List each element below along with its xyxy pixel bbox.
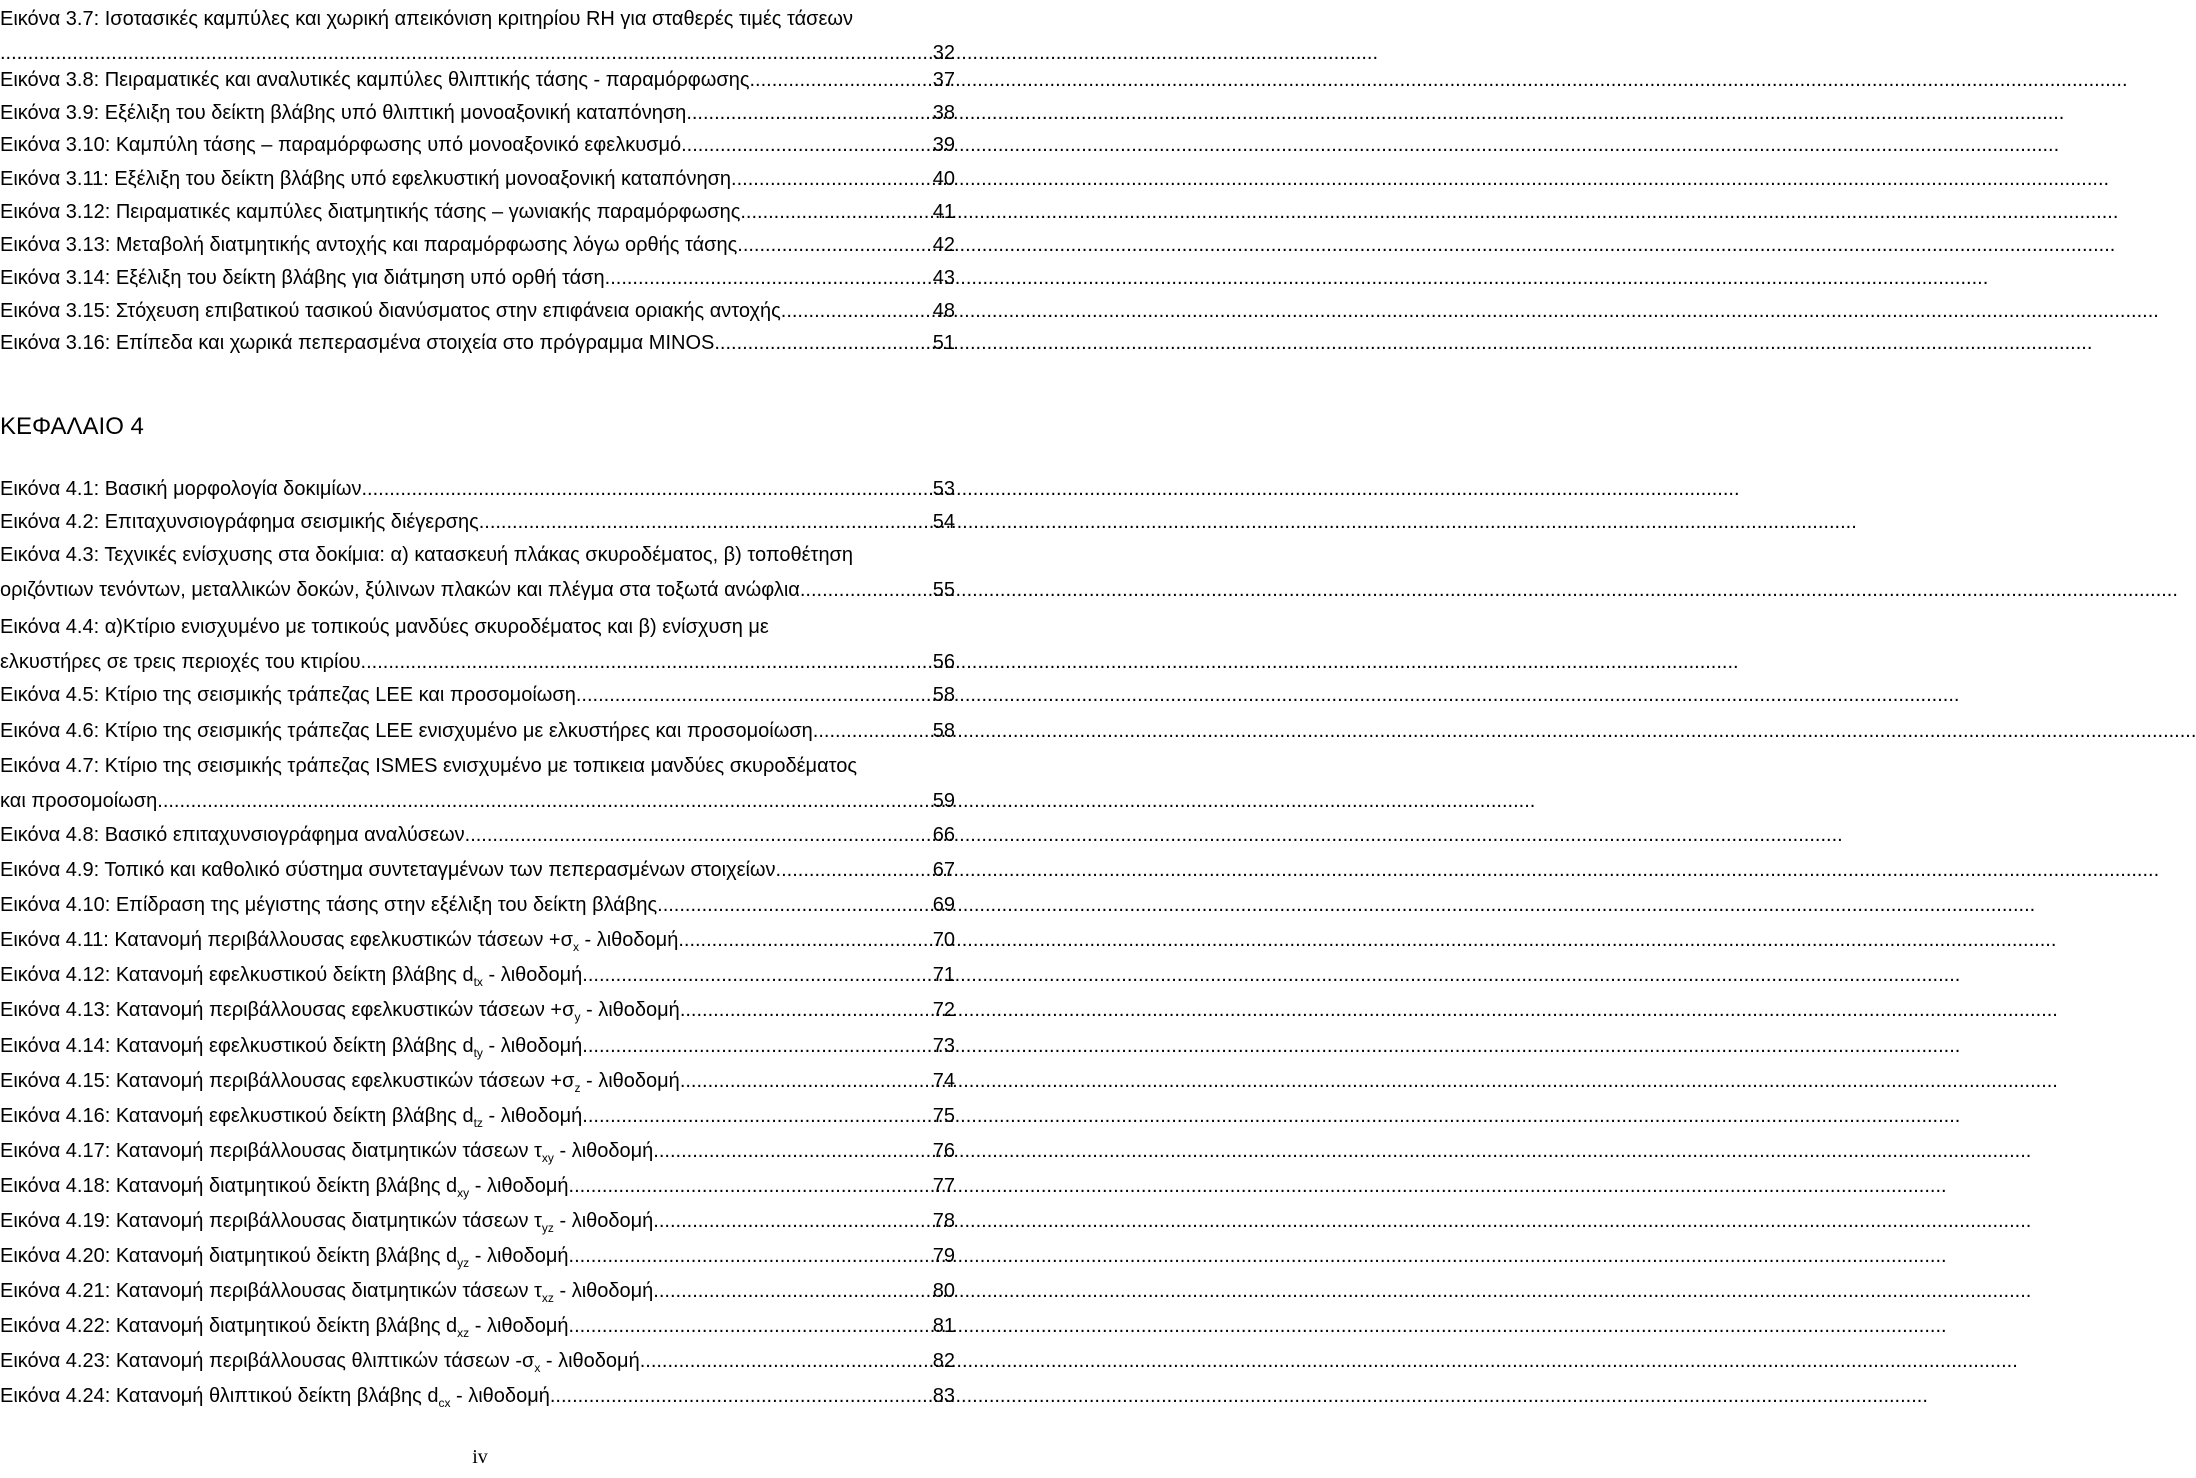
toc-entry-4-24[interactable]	[0, 1379, 955, 1413]
toc-entry-text: Εικόνα 3.14: Εξέλιξη του δείκτη βλάβης για διάτμηση υπό ορθή τάση.	[0, 267, 611, 289]
toc-page-number: 72	[932, 999, 955, 1021]
toc-entry-3-9[interactable]	[0, 96, 955, 130]
toc-entry-text: Εικόνα 4.3: Τεχνικές ενίσχυσης στα δοκίμια: α) κατασκευή πλάκας σκυροδέματος, β) τοποθέτηση	[0, 544, 854, 566]
toc-entry-text: Εικόνα 4.15: Κατανομή περιβάλλουσας εφελκυστικών $\tau ά\sigma\varepsilon\omega\nu +\sigma_z - \lambda\iota\theta o\delta o\mu ή$	[0, 1070, 680, 1095]
toc-page-number: 83	[932, 1385, 955, 1407]
chapter-heading: ΚΕΦΑΛΑΙΟ 4	[0, 413, 144, 440]
toc-entry-4-20[interactable]	[0, 1239, 955, 1273]
toc-page-number: 43	[932, 267, 955, 289]
dot-leader	[678, 923, 931, 957]
toc-entry-text: Εικόνα 3.11: Εξέλιξη του δείκτη βλάβης υπό εφελκυστική μονοαξονική καταπόνηση	[0, 168, 732, 190]
dot-leader	[681, 128, 932, 162]
toc-entry-3-11[interactable]	[0, 162, 955, 196]
toc-entry-4-7-line2[interactable]	[0, 784, 955, 818]
toc-entry-text: Εικόνα 4.24: Κατανομή θλιπτικού δείκτη βλάβης $d_{cx}$ - λιθοδομή	[0, 1385, 550, 1410]
toc-entry-4-9[interactable]	[0, 853, 955, 887]
dot-leader	[465, 818, 932, 852]
toc-entry-text: οριζόντιων τενόντων, μεταλλικών δοκών, ξύλινων πλακών και πλέγμα στα τοξωτά ανώφλια	[0, 579, 800, 601]
toc-entry-4-8[interactable]	[0, 818, 955, 852]
toc-entry-text: Εικόνα 4.14: Κατανομή εφελκυστικού δείκτη βλάβης $d_{ty}$ - λιθοδομή	[0, 1035, 583, 1060]
toc-entry-4-3-line2[interactable]	[0, 573, 955, 607]
toc-entry-text: Εικόνα 3.12: Πειραματικές καμπύλες διατμητικής τάσης – γωνιακής παραμόρφωσης	[0, 201, 741, 223]
toc-entry-text: Εικόνα 4.12: Κατανομή εφελκυστικού δείκτη βλάβης $d_{tx}$ - λιθοδομή	[0, 964, 583, 989]
dot-leader	[731, 162, 932, 196]
toc-entry-text: Εικόνα 3.13: Μεταβολή διατμητικής αντοχής και παραμόρφωσης λόγω ορθής τάσης	[0, 234, 738, 256]
dot-leader	[686, 96, 931, 130]
toc-page-number: 75	[932, 1105, 955, 1127]
toc-entry-3-7-text[interactable]	[0, 2, 955, 36]
toc-page-number: 58	[932, 684, 955, 706]
toc-entry-text: Εικόνα 4.18: Κατανομή διατμητικού δείκτη βλάβης $d_{xy}$ - λιθοδομή	[0, 1175, 569, 1200]
dot-leader	[582, 1099, 931, 1133]
toc-entry-text: Εικόνα 4.1: Βασική μορφολογία δοκιμίων	[0, 478, 362, 500]
toc-entry-text: Εικόνα 3.15: Στόχευση επιβατικού τασικού διανύσματος στην επιφάνεια οριακής αντοχής	[0, 300, 781, 322]
toc-page-number: 73	[932, 1035, 955, 1057]
dot-leader	[361, 472, 931, 506]
toc-page-number: 71	[932, 964, 955, 986]
toc-page-number: 81	[932, 1315, 955, 1337]
toc-entry-4-4-line1[interactable]	[0, 610, 955, 644]
toc-entry-text: Εικόνα 4.17: Κατανομή περιβάλλουσας διατμητικών τάσεων $\tau_{xy}$ - λιθοδομή	[0, 1140, 654, 1165]
dot-leader	[680, 1064, 932, 1098]
toc-page-number: 54	[932, 511, 955, 533]
toc-entry-text: Εικόνα 4.19: Κατανομή περιβάλλουσας διατμητικών τάσεων $\tau_{yz}$ - λιθοδομή	[0, 1210, 654, 1235]
toc-page-number: 38	[932, 102, 955, 124]
dot-leader	[569, 1239, 932, 1273]
toc-page-number: 56	[932, 651, 955, 673]
dot-leader	[582, 1029, 931, 1063]
dot-leader	[800, 573, 932, 607]
toc-page-number: 70	[932, 929, 955, 951]
toc-page-number: 78	[932, 1210, 955, 1232]
toc-entry-text: Εικόνα 4.6: Κτίριο της σεισμικής τράπεζας LEE ενισχυμένο με ελκυστήρες και προσομοίωση.	[0, 720, 819, 742]
toc-entry-4-11[interactable]	[0, 923, 955, 957]
toc-entry-3-8[interactable]	[0, 63, 955, 97]
toc-entry-3-12[interactable]	[0, 195, 955, 229]
toc-entry-text: Εικόνα 4.23: Κατανομή περιβάλλουσας θλιπτικών τάσεων $-\sigma_x$ - λιθοδομή	[0, 1350, 640, 1375]
toc-entry-text: Εικόνα 3.7: Ισοτασικές καμπύλες και χωρική απεικόνιση κριτηρίου RH για σταθερές τιμές τάσεων	[0, 8, 854, 30]
toc-entry-text: Εικόνα 4.16: Κατανομή εφελκυστικού δείκτη βλάβης $d_{tz}$ - λιθοδομή	[0, 1105, 583, 1130]
toc-page-number: 41	[932, 201, 955, 223]
toc-page-number: 32	[932, 42, 955, 64]
toc-entry-text: Εικόνα 4.13: Κατανομή περιβάλλουσας εφελκυστικών $\tau ά\sigma\varepsilon\omega\nu +\sigma_y - \lambda\iota\theta o\delta o\mu ή$	[0, 999, 680, 1024]
dot-leader	[740, 195, 931, 229]
toc-page-number: 51	[932, 332, 955, 354]
dot-leader	[157, 784, 931, 818]
toc-entry-text: Εικόνα 4.5: Κτίριο της σεισμικής τράπεζας LEE και προσομοίωση.	[0, 684, 582, 706]
toc-entry-4-19[interactable]	[0, 1204, 955, 1238]
toc-entry-3-13[interactable]	[0, 228, 955, 262]
toc-page-number: 59	[932, 790, 955, 812]
toc-page-number: 48	[932, 300, 955, 322]
toc-entry-text: Εικόνα 3.9: Εξέλιξη του δείκτη βλάβης υπό θλιπτική μονοαξονική καταπόνηση	[0, 102, 687, 124]
toc-page-number: 79	[932, 1245, 955, 1267]
toc-entry-text: Εικόνα 4.10: Επίδραση της μέγιστης τάσης στην εξέλιξη του δείκτη βλάβης	[0, 894, 658, 916]
toc-entry-3-16[interactable]	[0, 326, 955, 360]
toc-entry-3-10[interactable]	[0, 128, 955, 162]
toc-entry-4-10[interactable]	[0, 888, 955, 922]
toc-page-number: 77	[932, 1175, 955, 1197]
toc-entry-4-13[interactable]	[0, 993, 955, 1027]
dot-leader	[781, 294, 932, 328]
toc-entry-text: Εικόνα 4.20: Κατανομή διατμητικού δείκτη βλάβης $d_{yz}$ - λιθοδομή	[0, 1245, 569, 1270]
toc-entry-text: Εικόνα 3.8: Πειραματικές και αναλυτικές καμπύλες θλιπτικής τάσης - παραμόρφωσης	[0, 69, 750, 91]
toc-page-number: 80	[932, 1280, 955, 1302]
toc-entry-4-16[interactable]	[0, 1099, 955, 1133]
dot-leader	[653, 1274, 931, 1308]
toc-page-number: 58	[932, 720, 955, 742]
dot-leader	[657, 888, 932, 922]
dot-leader	[680, 993, 932, 1027]
dot-leader	[653, 1134, 931, 1168]
toc-entry-4-23[interactable]	[0, 1344, 955, 1378]
toc-entry-text: Εικόνα 4.4: α)Κτίριο ενισχυμένο με τοπικούς μανδύες σκυροδέματος και β) ενίσχυση με	[0, 616, 769, 638]
toc-entry-4-22[interactable]	[0, 1309, 955, 1343]
toc-entry-3-14[interactable]	[0, 261, 955, 295]
dot-leader	[653, 1204, 931, 1238]
dot-leader	[818, 714, 931, 748]
toc-page-number: 53	[932, 478, 955, 500]
toc-page-number: 74	[932, 1070, 955, 1092]
dot-leader	[781, 853, 932, 887]
dot-leader	[640, 1344, 932, 1378]
toc-entry-text: Εικόνα 3.16: Επίπεδα και χωρικά πεπερασμένα στοιχεία στο πρόγραμμα MINOS	[0, 332, 715, 354]
toc-page-number: 40	[932, 168, 955, 190]
toc-entry-4-7-line1[interactable]	[0, 749, 955, 783]
toc-entry-text: Εικόνα 4.22: Κατανομή διατμητικού δείκτη βλάβης $d_{xz}$ - λιθοδομή	[0, 1315, 569, 1340]
toc-page-number: 76	[932, 1140, 955, 1162]
toc-entry-4-21[interactable]	[0, 1274, 955, 1308]
dot-leader	[569, 1169, 932, 1203]
dot-leader	[582, 958, 931, 992]
dot-leader	[479, 505, 932, 539]
toc-entry-text: Εικόνα 4.11: Κατανομή περιβάλλουσας εφελκυστικών $\tau ά\sigma\varepsilon\omega\nu +\sigma_x - \lambda\iota\theta o\delta o\mu ή$	[0, 929, 679, 954]
toc-entry-4-18[interactable]	[0, 1169, 955, 1203]
toc-page-number: 66	[932, 824, 955, 846]
toc-entry-4-4-line2[interactable]	[0, 645, 955, 679]
toc-entry-text: ελκυστήρες σε τρεις περιοχές του κτιρίου	[0, 651, 361, 673]
toc-page-number: 55	[932, 579, 955, 601]
toc-entry-text: και προσομοίωση	[0, 790, 158, 812]
toc-page-number: 82	[932, 1350, 955, 1372]
toc-entry-4-17[interactable]	[0, 1134, 955, 1168]
dot-leader	[714, 326, 931, 360]
toc-entry-4-5[interactable]	[0, 678, 955, 712]
dot-leader	[749, 63, 931, 97]
toc-entry-4-1[interactable]	[0, 472, 955, 506]
toc-entry-text: Εικόνα 4.8: Βασικό επιταχυνσιογράφημα αναλύσεων	[0, 824, 465, 846]
toc-entry-text: Εικόνα 3.10: Καμπύλη τάσης – παραμόρφωσης υπό μονοαξονικό εφελκυσμό	[0, 134, 682, 156]
toc-entry-4-12[interactable]	[0, 958, 955, 992]
toc-entry-3-15[interactable]	[0, 294, 955, 328]
toc-entry-text: Εικόνα 4.21: Κατανομή περιβάλλουσας διατμητικών τάσεων $\tau_{xz}$ - λιθοδομή	[0, 1280, 654, 1305]
toc-entry-text: Εικόνα 4.9: Τοπικό και καθολικό σύστημα συντεταγμένων των πεπερασμένων στοιχείων.	[0, 859, 782, 881]
toc-page-number: 67	[932, 859, 955, 881]
toc-page-number: 69	[932, 894, 955, 916]
toc-entry-4-14[interactable]	[0, 1029, 955, 1063]
toc-page-number: 37	[932, 69, 955, 91]
toc-page-number: 42	[932, 234, 955, 256]
toc-entry-text: Εικόνα 4.7: Κτίριο της σεισμικής τράπεζας ISMES ενισχυμένο με τοπικεια μανδύες σκυροδέματος	[0, 755, 858, 777]
dot-leader	[610, 261, 932, 295]
dot-leader	[550, 1379, 932, 1413]
dot-leader	[361, 645, 932, 679]
toc-entry-4-3-line1[interactable]	[0, 538, 955, 572]
document-page	[0, 0, 960, 1478]
dot-leader	[581, 678, 931, 712]
toc-entry-text: Εικόνα 4.2: Επιταχυνσιογράφημα σεισμικής διέγερσης	[0, 511, 479, 533]
dot-leader	[569, 1309, 932, 1343]
toc-entry-4-15[interactable]	[0, 1064, 955, 1098]
toc-page-number: 39	[932, 134, 955, 156]
toc-entry-4-2[interactable]	[0, 505, 955, 539]
dot-leader	[737, 228, 931, 262]
page-number-footer: iv	[472, 1446, 488, 1468]
toc-entry-4-6[interactable]	[0, 714, 955, 748]
